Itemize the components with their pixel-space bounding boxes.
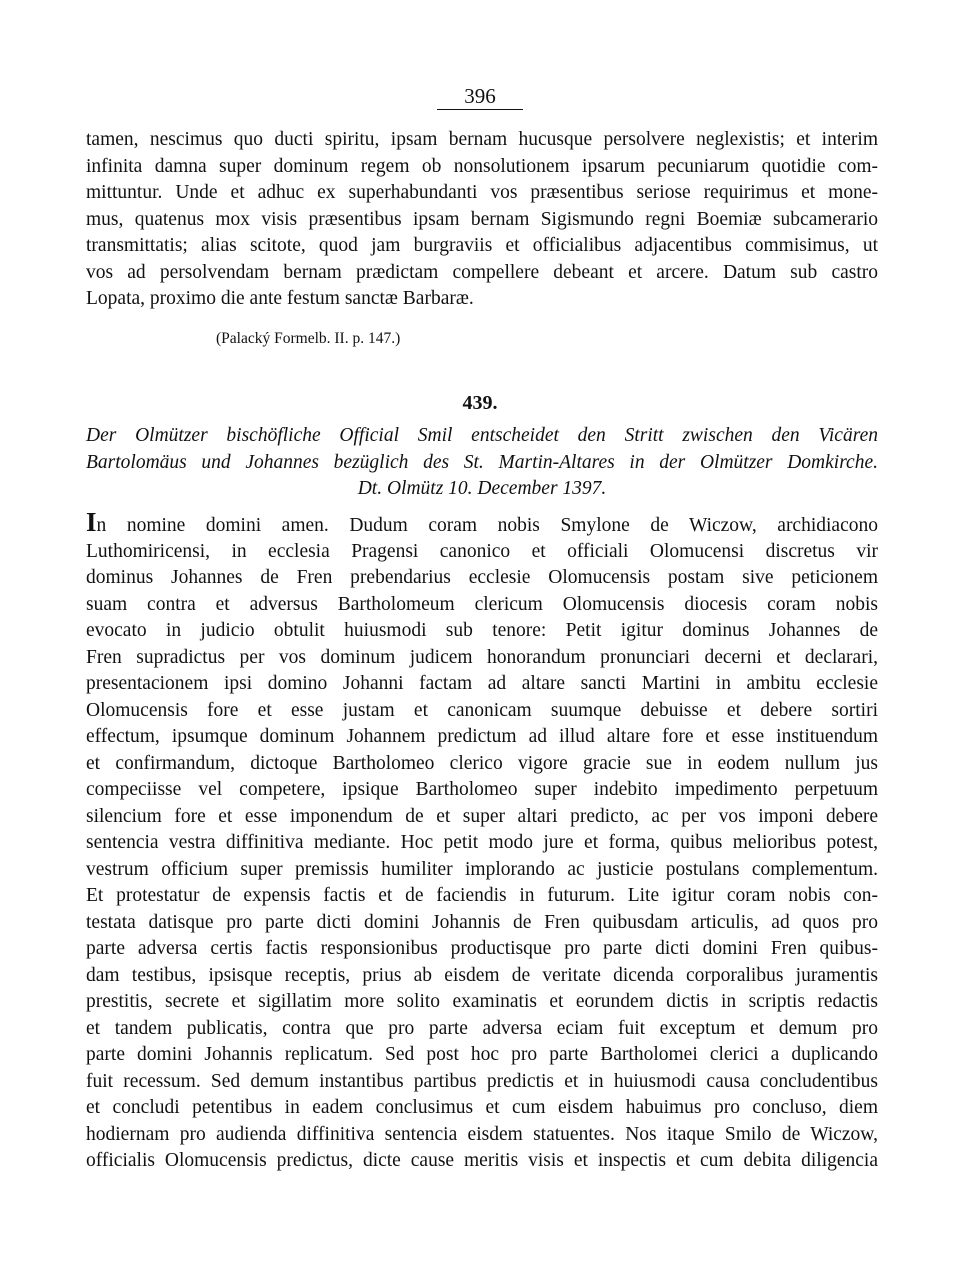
drop-initial: I bbox=[86, 507, 97, 537]
text-line: infinita damna super dominum regem ob nonsolutionem ipsarum pecuniarum quotidie com- bbox=[86, 155, 878, 177]
continuation-text bbox=[86, 127, 878, 313]
text-line: prestitis, secrete et sigillatim more solito examinatis et eorundem dictis in scriptis redactis bbox=[86, 991, 878, 1012]
page-number: 396 bbox=[464, 84, 496, 108]
document-body bbox=[86, 507, 878, 1175]
heading-line: Der Olmützer bischöfliche Official Smil entscheidet den Stritt zwischen den Vicären bbox=[86, 425, 878, 446]
text-line: et concludi petentibus in eadem conclusimus et cum eisdem habuimus pro concluso, diem bbox=[86, 1097, 878, 1118]
first-line-text: n nomine domini amen. Dudum coram nobis Smylone de Wiczow, archidiacono bbox=[96, 515, 878, 536]
text-line: tamen, nescimus quo ducti spiritu, ipsam bernam hucusque persolvere neglexistis; et interim bbox=[86, 129, 878, 150]
text-line: effectum, ipsumque dominum Johannem predictum ad illud altare fore et esse instituendum bbox=[86, 726, 878, 747]
header-rule bbox=[437, 109, 523, 110]
text-line: vos ad persolvendam bernam prædictam compellere debeant et arcere. Datum sub castro bbox=[86, 261, 878, 283]
text-line: vestrum officium super premissis humiliter implorando ac justicie postulans complementum. bbox=[86, 858, 878, 880]
text-line: compeciisse vel competere, ipsique Bartholomeo super indebito impedimento perpetuum bbox=[86, 779, 878, 800]
text-line: Et protestatur de expensis factis et de faciendis in futurum. Lite igitur coram nobis con- bbox=[86, 885, 878, 906]
text-line: Fren supradictus per vos dominum judicem honorandum pronunciari decerni et declarari, bbox=[86, 646, 878, 668]
text-line: evocato in judicio obtulit huiusmodi sub tenore: Petit igitur dominus Johannes de bbox=[86, 620, 878, 641]
first-body-line bbox=[86, 507, 878, 539]
text-line: sentencia vestra diffinitiva mediante. Hoc petit modo jure et forma, quibus melioribus potest, bbox=[86, 832, 878, 853]
text-line: parte adversa certis factis responsionibus productisque pro parte dicti domini Fren quibus- bbox=[86, 938, 878, 959]
text-line: testata datisque pro parte dicti domini Johannis de Fren quibusdam articulis, ad quos pro bbox=[86, 911, 878, 933]
heading-date-line: Dt. Olmütz 10. December 1397. bbox=[357, 478, 607, 499]
source-citation: (Palacký Formelb. II. p. 147.) bbox=[216, 330, 401, 347]
text-line: dominus Johannes de Fren prebendarius ecclesie Olomucensis postam sive peticionem bbox=[86, 567, 878, 588]
text-line: mus, quatenus mox visis præsentibus ipsam bernam Sigismundo regni Boemiæ subcamerario bbox=[86, 208, 878, 230]
text-line: suam contra et adversus Bartholomeum clericum Olomucensis diocesis coram nobis bbox=[86, 593, 878, 615]
text-line: silencium fore et esse imponendum de et super altari predicto, ac per vos imponi debere bbox=[86, 805, 878, 827]
text-line: parte domini Johannis replicatum. Sed post hoc pro parte Bartholomei clerici a duplicando bbox=[86, 1044, 878, 1065]
text-line: fuit recessum. Sed demum instantibus partibus predictis et in huiusmodi causa concludentibus bbox=[86, 1070, 878, 1092]
text-line: Olomucensis fore et esse justam et canonicam suumque debuisse et debere sortiri bbox=[86, 699, 878, 721]
text-line: Luthomiricensi, in ecclesia Pragensi canonico et officiali Olomucensi discretus vir bbox=[86, 540, 878, 562]
text-line: mittuntur. Unde et adhuc ex superhabundanti vos præsentibus seriose requirimus et mone- bbox=[86, 182, 878, 203]
text-line: Lopata, proximo die ante festum sanctæ Barbaræ. bbox=[86, 288, 474, 309]
document-heading bbox=[86, 423, 878, 503]
text-line: et tandem publicatis, contra que pro parte adversa eciam fuit exceptum et demum pro bbox=[86, 1017, 878, 1039]
text-line: transmittatis; alias scitote, quod jam burgraviis et officialibus adjacentibus commisimus, ut bbox=[86, 235, 878, 256]
text-line: et confirmandum, dictoque Bartholomeo clerico vigore gracie sue in eodem nullum jus bbox=[86, 752, 878, 774]
text-line: hodiernam pro audienda diffinitiva sentencia eisdem statuentes. Nos itaque Smilo de Wiczow, bbox=[86, 1123, 878, 1145]
text-line: presentacionem ipsi domino Johanni factam ad altare sancti Martini in ambitu ecclesie bbox=[86, 673, 878, 694]
text-line: officialis Olomucensis predictus, dicte cause meritis visis et inspectis et cum debita diligencia bbox=[86, 1150, 878, 1171]
document-number: 439. bbox=[462, 392, 498, 414]
heading-line: Bartolomäus und Johannes bezüglich des St. Martin-Altares in der Olmützer Domkirche. bbox=[86, 451, 878, 473]
text-line: dam testibus, ipsisque receptis, prius ab eisdem de veritate dicenda corporalibus juramentis bbox=[86, 964, 878, 986]
